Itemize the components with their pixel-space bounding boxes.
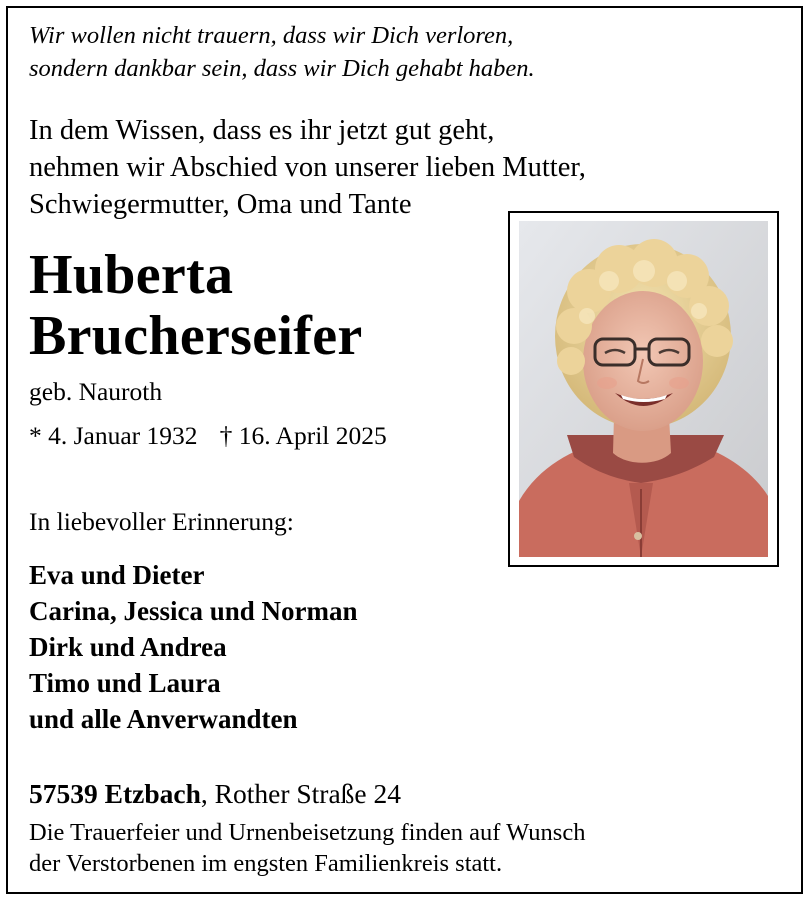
notice-line: Die Trauerfeier und Urnenbeisetzung finden auf Wunsch — [29, 819, 586, 846]
funeral-notice — [29, 817, 585, 879]
intro-text — [29, 112, 586, 223]
mourner-entry: und alle Anverwandten — [29, 704, 298, 734]
last-name: Brucherseifer — [29, 305, 363, 367]
address — [29, 776, 401, 812]
notice-line: der Verstorbenen im engsten Familienkreis statt. — [29, 850, 503, 877]
mourners-list — [29, 557, 358, 737]
mourner-entry: Dirk und Andrea — [29, 632, 227, 662]
address-city: 57539 Etzbach — [29, 778, 201, 809]
memory-label: In liebevoller Erinnerung: — [29, 507, 294, 536]
portrait-frame — [508, 211, 779, 567]
intro-line: In dem Wissen, dass es ihr jetzt gut geht, — [29, 115, 495, 146]
mourner-entry: Eva und Dieter — [29, 560, 205, 590]
first-name: Huberta — [29, 244, 234, 306]
mourner-entry: Timo und Laura — [29, 668, 221, 698]
deceased-name — [29, 245, 363, 367]
maiden-name: geb. Nauroth — [29, 377, 163, 406]
intro-line: Schwiegermutter, Oma und Tante — [29, 189, 412, 220]
death-date: † 16. April 2025 — [219, 421, 387, 450]
motto-quote — [29, 19, 535, 85]
portrait-illustration — [519, 221, 768, 557]
life-dates — [29, 420, 387, 452]
motto-line: sondern dankbar sein, dass wir Dich gehabt haben. — [29, 55, 535, 82]
motto-line: Wir wollen nicht trauern, dass wir Dich verloren, — [29, 22, 514, 49]
intro-line: nehmen wir Abschied von unserer lieben Mutter, — [29, 152, 586, 183]
address-street: , Rother Straße 24 — [200, 778, 401, 809]
mourner-entry: Carina, Jessica und Norman — [29, 596, 358, 626]
birth-date: * 4. Januar 1932 — [29, 421, 198, 450]
portrait-photo — [519, 221, 768, 557]
